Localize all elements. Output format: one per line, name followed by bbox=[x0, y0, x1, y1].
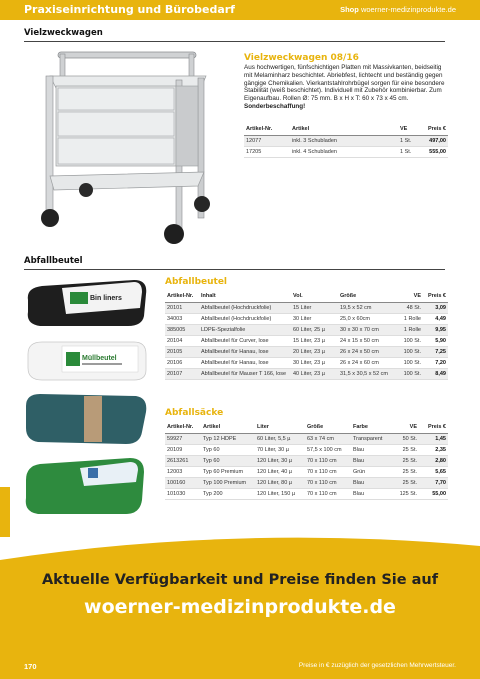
cell-liter: 120 Liter, 40 µ bbox=[255, 466, 305, 477]
cell-vol: 30 Liter bbox=[291, 313, 338, 324]
cell-groesse: 63 x 74 cm bbox=[305, 433, 351, 444]
cell-liter: 120 Liter, 150 µ bbox=[255, 488, 305, 499]
cell-liter: 70 Liter, 30 µ bbox=[255, 444, 305, 455]
abfallbeutel-rows bbox=[165, 302, 448, 379]
cell-artikel: Typ 60 Premium bbox=[201, 466, 255, 477]
table-row bbox=[165, 313, 448, 324]
table-row bbox=[165, 455, 448, 466]
white-bag-label: Müllbeutel bbox=[82, 355, 117, 362]
abfallbeutel-product-title: Abfallbeutel bbox=[165, 277, 228, 287]
cell-vol: 30 Liter, 23 µ bbox=[291, 357, 338, 368]
cell-groesse: 26 x 24 x 60 cm bbox=[338, 357, 396, 368]
col-preis: Preis € bbox=[420, 124, 448, 135]
cell-artikel-nr: 20107 bbox=[165, 368, 199, 379]
cell-inhalt: Abfallbeutel für Hanau, lose bbox=[199, 346, 291, 357]
trolley-table bbox=[244, 124, 448, 158]
table-header-row bbox=[244, 124, 448, 135]
col-artikel: Artikel bbox=[290, 124, 398, 135]
white-bag-roll-image bbox=[22, 338, 150, 384]
footer-bar bbox=[0, 655, 480, 679]
table-row bbox=[165, 444, 448, 455]
cell-artikel: Typ 200 bbox=[201, 488, 255, 499]
cell-groesse: 70 x 110 cm bbox=[305, 455, 351, 466]
abfallsaecke-rows bbox=[165, 433, 448, 499]
shop-label: Shop bbox=[340, 5, 359, 14]
col-preis: Preis € bbox=[419, 422, 448, 433]
col-artikel: Artikel bbox=[201, 422, 255, 433]
cell-artikel: Typ 60 bbox=[201, 455, 255, 466]
col-inhalt: Inhalt bbox=[199, 291, 291, 302]
cell-artikel-nr: 2613261 bbox=[165, 455, 201, 466]
col-ve: VE bbox=[396, 291, 423, 302]
cell-preis: 2,80 bbox=[419, 455, 448, 466]
trolley-image bbox=[36, 48, 214, 250]
table-row bbox=[165, 368, 448, 379]
abfallbeutel-table bbox=[165, 291, 448, 380]
page-title: Praxiseinrichtung und Bürobedarf bbox=[24, 3, 235, 16]
cell-farbe: Grün bbox=[351, 466, 391, 477]
cell-inhalt: Abfallbeutel (Hochdruckfolie) bbox=[199, 313, 291, 324]
col-ve: VE bbox=[398, 124, 420, 135]
cell-inhalt: Abfallbeutel (Hochdruckfolie) bbox=[199, 302, 291, 313]
cell-farbe: Blau bbox=[351, 444, 391, 455]
cell-preis: 8,49 bbox=[423, 368, 448, 379]
cell-artikel-nr: 12003 bbox=[165, 466, 201, 477]
cell-artikel: inkl. 4 Schubladen bbox=[290, 146, 398, 157]
cell-artikel-nr: 101030 bbox=[165, 488, 201, 499]
cell-ve: 100 St. bbox=[396, 346, 423, 357]
abfallsaecke-product-title: Abfallsäcke bbox=[165, 408, 224, 418]
page-number: 170 bbox=[24, 662, 37, 671]
trolley-description bbox=[244, 64, 448, 111]
abfallsaecke-table bbox=[165, 422, 448, 500]
table-row bbox=[165, 488, 448, 499]
cell-inhalt: LDPE-Spezialfolie bbox=[199, 324, 291, 335]
table-row bbox=[165, 346, 448, 357]
cell-artikel-nr: 59927 bbox=[165, 433, 201, 444]
cell-farbe: Transparent bbox=[351, 433, 391, 444]
side-tab-marker bbox=[0, 487, 10, 537]
cell-groesse: 31,5 x 30,5 x 52 cm bbox=[338, 368, 396, 379]
cell-groesse: 57,5 x 100 cm bbox=[305, 444, 351, 455]
cell-artikel: Typ 100 Premium bbox=[201, 477, 255, 488]
col-preis: Preis € bbox=[423, 291, 448, 302]
table-row bbox=[165, 324, 448, 335]
col-liter: Liter bbox=[255, 422, 305, 433]
table-row bbox=[165, 357, 448, 368]
cell-groesse: 70 x 110 cm bbox=[305, 477, 351, 488]
cell-artikel-nr: 12077 bbox=[244, 135, 290, 146]
table-header-row bbox=[165, 291, 448, 302]
col-ve: VE bbox=[391, 422, 419, 433]
cell-artikel-nr: 20105 bbox=[165, 346, 199, 357]
table-row bbox=[165, 433, 448, 444]
col-groesse: Größe bbox=[338, 291, 396, 302]
cell-vol: 40 Liter, 23 µ bbox=[291, 368, 338, 379]
cell-vol: 15 Liter, 23 µ bbox=[291, 335, 338, 346]
green-sack-roll-image bbox=[22, 456, 150, 518]
cell-ve: 25 St. bbox=[391, 455, 419, 466]
cell-groesse: 70 x 110 cm bbox=[305, 466, 351, 477]
cell-preis: 5,90 bbox=[423, 335, 448, 346]
table-row bbox=[165, 302, 448, 313]
cell-ve: 100 St. bbox=[396, 368, 423, 379]
cell-groesse: 25,0 x 60cm bbox=[338, 313, 396, 324]
col-artikel-nr: Artikel-Nr. bbox=[165, 291, 199, 302]
cell-preis: 1,45 bbox=[419, 433, 448, 444]
cell-vol: 60 Liter, 25 µ bbox=[291, 324, 338, 335]
black-bag-roll-image bbox=[22, 278, 150, 330]
cell-ve: 50 St. bbox=[391, 433, 419, 444]
cell-ve: 25 St. bbox=[391, 466, 419, 477]
cell-preis: 7,25 bbox=[423, 346, 448, 357]
cell-preis: 7,70 bbox=[419, 477, 448, 488]
cell-artikel-nr: 17205 bbox=[244, 146, 290, 157]
cell-preis: 9,95 bbox=[423, 324, 448, 335]
cell-preis: 4,49 bbox=[423, 313, 448, 324]
cell-artikel: Typ 60 bbox=[201, 444, 255, 455]
cell-ve: 25 St. bbox=[391, 444, 419, 455]
cell-artikel: Typ 12 HDPE bbox=[201, 433, 255, 444]
cell-preis: 497,00 bbox=[420, 135, 448, 146]
cell-ve: 1 St. bbox=[398, 135, 420, 146]
cell-artikel-nr: 20104 bbox=[165, 335, 199, 346]
col-groesse: Größe bbox=[305, 422, 351, 433]
cell-ve: 1 Rolle bbox=[396, 313, 423, 324]
cell-farbe: Blau bbox=[351, 488, 391, 499]
cell-inhalt: Abfallbeutel für Hanau, lose bbox=[199, 357, 291, 368]
table-row bbox=[165, 466, 448, 477]
cell-artikel-nr: 20101 bbox=[165, 302, 199, 313]
cell-ve: 100 St. bbox=[396, 335, 423, 346]
cell-farbe: Blau bbox=[351, 477, 391, 488]
cell-liter: 120 Liter, 30 µ bbox=[255, 455, 305, 466]
cell-groesse: 70 x 110 cm bbox=[305, 488, 351, 499]
section-heading-vielzweckwagen: Vielzweckwagen bbox=[24, 28, 445, 42]
col-farbe: Farbe bbox=[351, 422, 391, 433]
teal-sack-roll-image bbox=[22, 390, 150, 448]
cell-preis: 555,00 bbox=[420, 146, 448, 157]
cell-preis: 5,65 bbox=[419, 466, 448, 477]
black-bag-label: Bin liners bbox=[90, 295, 122, 302]
cell-artikel-nr: 20106 bbox=[165, 357, 199, 368]
cell-ve: 25 St. bbox=[391, 477, 419, 488]
table-row bbox=[165, 335, 448, 346]
cell-artikel-nr: 20109 bbox=[165, 444, 201, 455]
table-row bbox=[244, 135, 448, 146]
trolley-description-text: Aus hochwertigen, fünfschichtigen Platten mit Massivkanten, beidseitig mit Melaminharz beschichtet. Abriebfest, lichtecht und beständig gegen gängige Chemikalien. Vierkantstahlrohrbügel sorgen für eine besondere Stabilität (weiß beschichtet). Individuell mit Zubehör kombinierbar. Zum Eigenaufbau. Rollen Ø: 75 mm. B x H x T: 60 x 73 x 45 cm. bbox=[244, 64, 445, 103]
cell-liter: 120 Liter, 80 µ bbox=[255, 477, 305, 488]
shop-url: woerner-medizinprodukte.de bbox=[360, 5, 456, 14]
cell-farbe: Blau bbox=[351, 455, 391, 466]
cell-preis: 7,20 bbox=[423, 357, 448, 368]
cell-groesse: 30 x 30 x 70 cm bbox=[338, 324, 396, 335]
cell-artikel: inkl. 3 Schubladen bbox=[290, 135, 398, 146]
banner-url[interactable]: woerner-medizinprodukte.de bbox=[84, 596, 396, 618]
cell-groesse: 24 x 15 x 50 cm bbox=[338, 335, 396, 346]
cell-preis: 2,35 bbox=[419, 444, 448, 455]
cell-preis: 3,09 bbox=[423, 302, 448, 313]
table-row bbox=[244, 146, 448, 157]
shop-link[interactable] bbox=[340, 5, 456, 14]
cell-vol: 20 Liter, 23 µ bbox=[291, 346, 338, 357]
cell-inhalt: Abfallbeutel für Mauser T 166, lose bbox=[199, 368, 291, 379]
cell-groesse: 19,5 x 52 cm bbox=[338, 302, 396, 313]
section-heading-abfallbeutel: Abfallbeutel bbox=[24, 256, 445, 270]
cell-groesse: 26 x 24 x 50 cm bbox=[338, 346, 396, 357]
cell-liter: 60 Liter, 5,5 µ bbox=[255, 433, 305, 444]
col-vol: Vol. bbox=[291, 291, 338, 302]
cell-artikel-nr: 34003 bbox=[165, 313, 199, 324]
cell-preis: 55,00 bbox=[419, 488, 448, 499]
price-note: Preise in € zuzüglich der gesetzlichen Mehrwertsteuer. bbox=[298, 662, 456, 669]
table-row bbox=[165, 477, 448, 488]
trolley-product-title: Vielzweckwagen 08/16 bbox=[244, 53, 359, 63]
trolley-note: Sonderbeschaffung! bbox=[244, 102, 306, 110]
cell-artikel-nr: 385005 bbox=[165, 324, 199, 335]
cell-ve: 125 St. bbox=[391, 488, 419, 499]
header-bar bbox=[0, 0, 480, 20]
col-artikel-nr: Artikel-Nr. bbox=[165, 422, 201, 433]
cell-vol: 15 Liter bbox=[291, 302, 338, 313]
promo-banner[interactable] bbox=[0, 532, 480, 655]
cell-ve: 1 St. bbox=[398, 146, 420, 157]
table-header-row bbox=[165, 422, 448, 433]
cell-artikel-nr: 100160 bbox=[165, 477, 201, 488]
col-artikel-nr: Artikel-Nr. bbox=[244, 124, 290, 135]
cell-inhalt: Abfallbeutel für Curver, lose bbox=[199, 335, 291, 346]
cell-ve: 100 St. bbox=[396, 357, 423, 368]
banner-line-1: Aktuelle Verfügbarkeit und Preise finden Sie auf bbox=[41, 572, 439, 588]
cell-ve: 1 Rolle bbox=[396, 324, 423, 335]
cell-ve: 48 St. bbox=[396, 302, 423, 313]
